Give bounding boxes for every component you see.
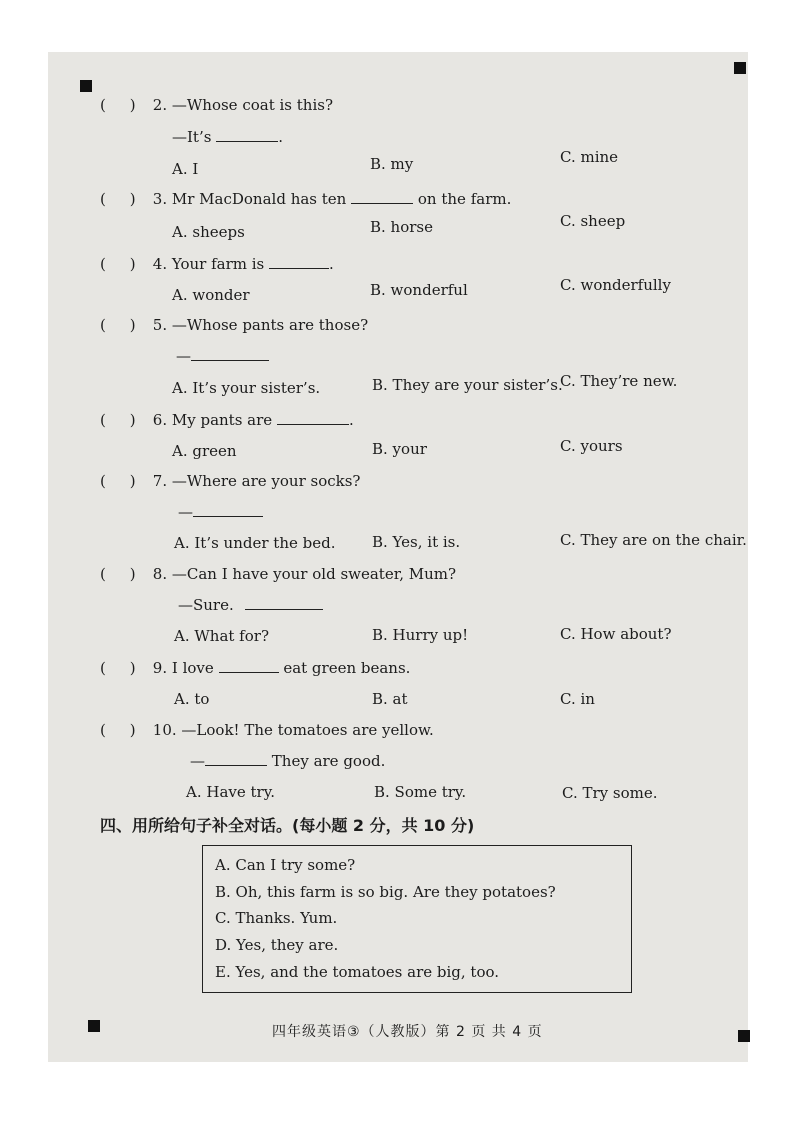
question-2 — [100, 96, 333, 114]
option-b[interactable]: B. your — [372, 440, 427, 458]
option-c[interactable]: C. sheep — [560, 212, 626, 230]
answer-bracket[interactable]: ( ) — [100, 316, 136, 334]
option-a[interactable]: A. sheeps — [172, 223, 245, 241]
question-stem: My pants are — [171, 411, 273, 429]
option-b[interactable]: B. Some try. — [374, 783, 467, 801]
question-number: 4. — [152, 255, 168, 273]
sentence-option-d: D. Yes, they are. — [215, 936, 339, 954]
question-stem: I love — [171, 659, 214, 677]
answer-blank[interactable] — [219, 660, 279, 673]
question-number: 7. — [152, 472, 168, 490]
answer-bracket[interactable]: ( ) — [100, 565, 136, 583]
question-number: 2. — [152, 96, 168, 114]
question-stem: —Whose pants are those? — [171, 316, 369, 334]
registration-mark-top-left — [80, 80, 92, 92]
option-c[interactable]: C. They are on the chair. — [560, 531, 747, 549]
option-a[interactable]: A. wonder — [172, 286, 250, 304]
option-c[interactable]: C. How about? — [560, 625, 672, 643]
answer-bracket[interactable]: ( ) — [100, 96, 136, 114]
option-a[interactable]: A. to — [174, 690, 210, 708]
answer-bracket[interactable]: ( ) — [100, 472, 136, 490]
option-a[interactable]: A. It’s under the bed. — [174, 534, 336, 552]
answer-blank[interactable] — [351, 191, 413, 204]
option-b[interactable]: B. horse — [370, 218, 433, 236]
question-10-line2: — They are good. — [190, 752, 386, 770]
option-a[interactable]: A. Have try. — [186, 783, 275, 801]
question-number: 8. — [152, 565, 168, 583]
question-4: ( ) 4. Your farm is . — [100, 255, 334, 273]
question-9: ( ) 9. I love eat green beans. — [100, 659, 411, 677]
answer-bracket[interactable]: ( ) — [100, 659, 136, 677]
question-number: 6. — [152, 411, 168, 429]
registration-mark-bottom-right — [738, 1030, 750, 1042]
option-a[interactable]: A. What for? — [174, 627, 269, 645]
answer-blank[interactable] — [191, 348, 269, 361]
question-10 — [100, 721, 434, 739]
option-b[interactable]: B. Yes, it is. — [372, 533, 461, 551]
answer-blank[interactable] — [205, 753, 267, 766]
answer-bracket[interactable]: ( ) — [100, 721, 136, 739]
question-stem: —Look! The tomatoes are yellow. — [181, 721, 434, 739]
question-8-line2: —Sure. — [178, 596, 323, 614]
question-stem: —Whose coat is this? — [171, 96, 333, 114]
option-c[interactable]: C. in — [560, 690, 595, 708]
option-c[interactable]: C. Try some. — [562, 784, 658, 802]
question-7 — [100, 472, 360, 490]
option-c[interactable]: C. wonderfully — [560, 276, 671, 294]
option-c[interactable]: C. mine — [560, 148, 619, 166]
question-stem: —Where are your socks? — [171, 472, 361, 490]
answer-blank[interactable] — [216, 129, 278, 142]
question-8 — [100, 565, 456, 583]
answer-blank[interactable] — [245, 597, 323, 610]
question-number: 9. — [152, 659, 168, 677]
page-footer: 四年级英语③（人教版）第 2 页 共 4 页 — [272, 1024, 543, 1040]
answer-bracket[interactable]: ( ) — [100, 411, 136, 429]
registration-mark-bottom-left — [88, 1020, 100, 1032]
answer-blank[interactable] — [277, 412, 349, 425]
question-number: 10. — [152, 721, 177, 739]
sentence-option-c: C. Thanks. Yum. — [215, 909, 338, 927]
option-a[interactable]: A. It’s your sister’s. — [172, 379, 321, 397]
question-5 — [100, 316, 368, 334]
question-3: ( ) 3. Mr MacDonald has ten on the farm. — [100, 190, 512, 208]
registration-mark-top-right — [734, 62, 746, 74]
sentence-options-box — [202, 845, 632, 993]
question-6: ( ) 6. My pants are . — [100, 411, 354, 429]
question-5-line2: — — [176, 347, 269, 365]
option-a[interactable]: A. I — [172, 160, 199, 178]
question-stem: Mr MacDonald has ten — [171, 190, 347, 208]
question-number: 5. — [152, 316, 168, 334]
answer-blank[interactable] — [193, 504, 263, 517]
question-7-line2: — — [178, 503, 263, 521]
option-b[interactable]: B. Hurry up! — [372, 626, 469, 644]
option-c[interactable]: C. yours — [560, 437, 623, 455]
option-b[interactable]: B. my — [370, 155, 414, 173]
sentence-option-e: E. Yes, and the tomatoes are big, too. — [215, 963, 500, 981]
option-b[interactable]: B. wonderful — [370, 281, 468, 299]
question-stem: —Can I have your old sweater, Mum? — [171, 565, 457, 583]
question-2-line2: —It’s . — [172, 128, 283, 146]
question-stem: Your farm is — [171, 255, 265, 273]
section-four-title: 四、用所给句子补全对话。(每小题 2 分，共 10 分) — [100, 816, 475, 835]
option-c[interactable]: C. They’re new. — [560, 372, 678, 390]
option-a[interactable]: A. green — [172, 442, 237, 460]
sentence-option-b: B. Oh, this farm is so big. Are they potatoes? — [215, 883, 556, 901]
answer-bracket[interactable]: ( ) — [100, 190, 136, 208]
answer-blank[interactable] — [269, 256, 329, 269]
sentence-option-a: A. Can I try some? — [215, 856, 356, 874]
answer-bracket[interactable]: ( ) — [100, 255, 136, 273]
option-b[interactable]: B. at — [372, 690, 408, 708]
question-number: 3. — [152, 190, 168, 208]
option-b[interactable]: B. They are your sister’s. — [372, 376, 563, 394]
